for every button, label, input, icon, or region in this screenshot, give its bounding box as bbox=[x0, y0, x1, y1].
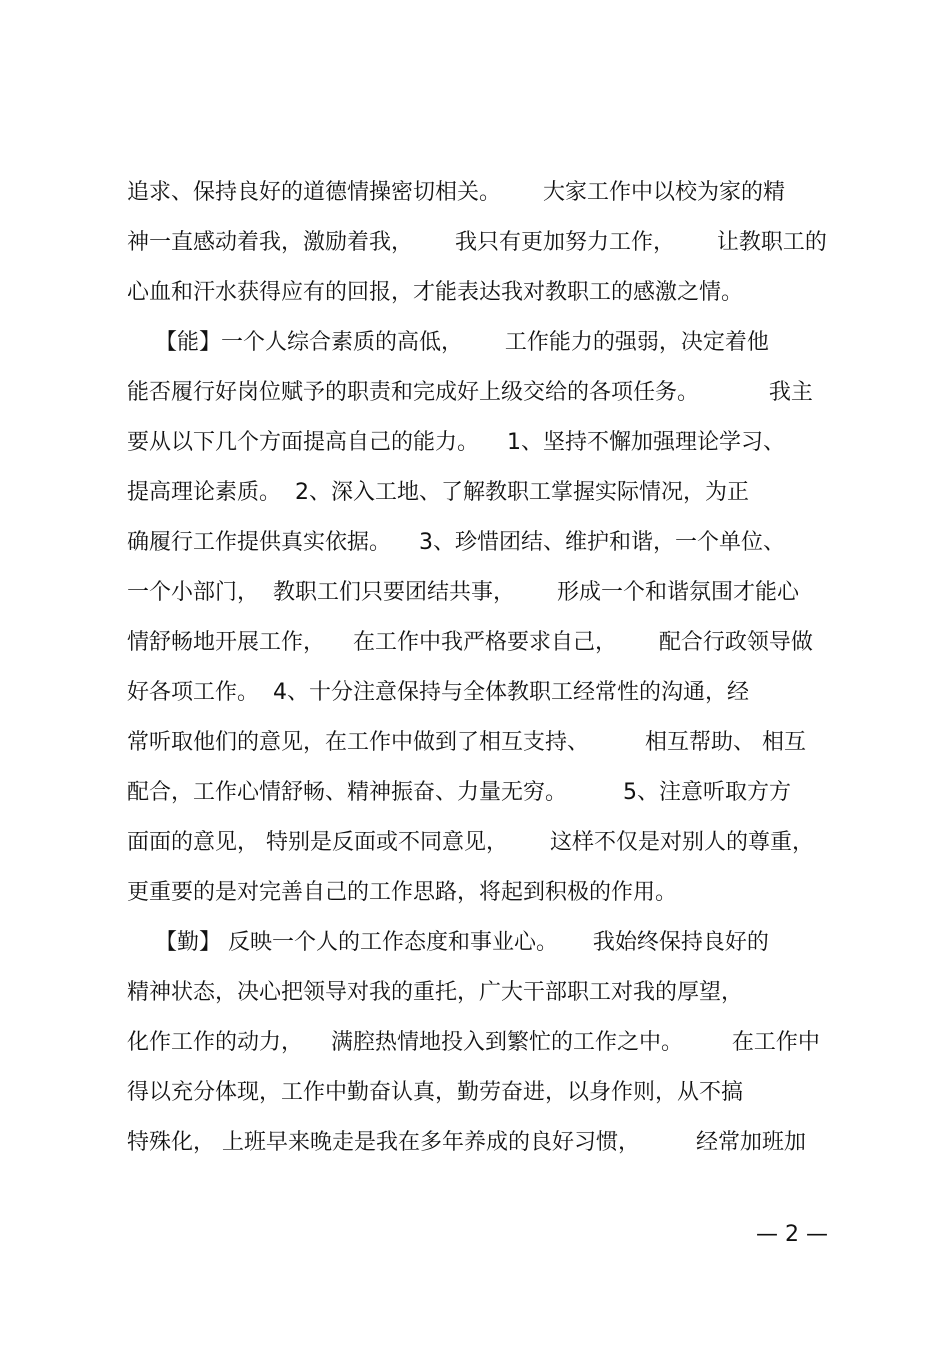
text-line: 情舒畅地开展工作， 在工作中我严格要求自己， 配合行政领导做 bbox=[127, 630, 813, 655]
text-line: 特殊化， 上班早来晚走是我在多年养成的良好习惯， 经常加班加 bbox=[127, 1130, 806, 1155]
text-line: 得以充分体现，工作中勤奋认真，勤劳奋进，以身作则，从不搞 bbox=[127, 1080, 744, 1105]
text-line: 神一直感动着我，激励着我， 我只有更加努力工作， 让教职工的 bbox=[127, 230, 827, 255]
text-line: 一个小部门， 教职工们只要团结共事， 形成一个和谐氛围才能心 bbox=[127, 580, 799, 605]
text-line: 【能】一个人综合素质的高低， 工作能力的强弱，决定着他 bbox=[127, 330, 769, 355]
text-line: 精神状态，决心把领导对我的重托，广大干部职工对我的厚望， bbox=[127, 980, 744, 1005]
text-line: 提高理论素质。 2、深入工地、了解教职工掌握实际情况，为正 bbox=[127, 480, 749, 505]
page-number: — 2 — bbox=[756, 1222, 828, 1247]
text-line: 追求、保持良好的道德情操密切相关。 大家工作中以校为家的精 bbox=[127, 180, 785, 205]
text-line: 好各项工作。 4、十分注意保持与全体教职工经常性的沟通，经 bbox=[127, 680, 749, 705]
text-line: 常听取他们的意见，在工作中做到了相互支持、 相互帮助、 相互 bbox=[127, 730, 806, 755]
text-line: 确履行工作提供真实依据。 3、珍惜团结、维护和谐，一个单位、 bbox=[127, 530, 785, 555]
text-line: 要从以下几个方面提高自己的能力。 1、坚持不懈加强理论学习、 bbox=[127, 430, 785, 455]
text-line: 【勤】 反映一个人的工作态度和事业心。 我始终保持良好的 bbox=[127, 930, 769, 955]
text-line: 化作工作的动力， 满腔热情地投入到繁忙的工作之中。 在工作中 bbox=[127, 1030, 820, 1055]
text-line: 更重要的是对完善自己的工作思路，将起到积极的作用。 bbox=[127, 880, 678, 905]
text-line: 面面的意见， 特别是反面或不同意见， 这样不仅是对别人的尊重， bbox=[127, 830, 814, 855]
text-line: 能否履行好岗位赋予的职责和完成好上级交给的各项任务。 我主 bbox=[127, 380, 813, 405]
text-line: 心血和汗水获得应有的回报，才能表达我对教职工的感激之情。 bbox=[127, 280, 744, 305]
text-line: 配合，工作心情舒畅、精神振奋、力量无穷。 5、注意听取方方 bbox=[127, 780, 791, 805]
